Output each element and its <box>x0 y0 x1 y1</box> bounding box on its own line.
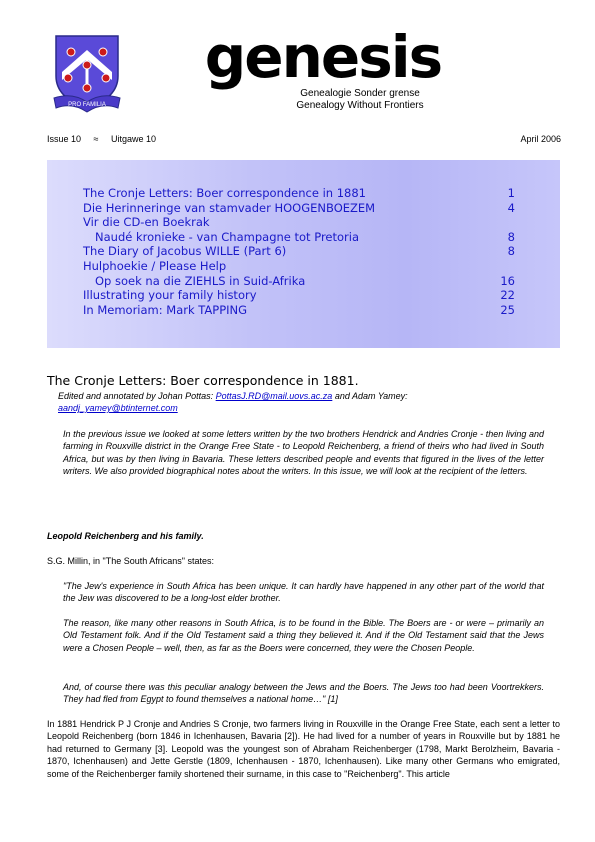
toc-entry-title: In Memoriam: Mark TAPPING <box>83 302 248 317</box>
tagline-english: Genealogy Without Frontiers <box>296 100 424 111</box>
toc-entry[interactable] <box>83 186 515 201</box>
issue-separator: ≈ <box>93 134 99 144</box>
genealogy-crest-logo <box>52 32 122 116</box>
quote-paragraph-1: "The Jew's experience in South Africa has been unique. It can hardly have happened in any other part of the world that the Jew was discovered to be a long-lost elder brother. <box>63 581 544 604</box>
toc-entry-title: Vir die CD-en Boekrak <box>83 215 210 230</box>
uitgawe-number: Uitgawe 10 <box>111 134 157 144</box>
millin-intro: S.G. Millin, in "The South Africans" states: <box>47 556 214 566</box>
toc-entry[interactable] <box>83 244 515 259</box>
byline-mid: and Adam Yamey: <box>332 391 408 401</box>
article-byline <box>58 390 548 414</box>
issue-date: April 2006 <box>520 134 561 144</box>
byline-prefix: Edited and annotated by Johan Pottas: <box>58 391 216 401</box>
toc-entry[interactable] <box>83 288 515 303</box>
toc-entry-title: Hulphoekie / Please Help <box>83 258 227 273</box>
quote-paragraph-2: The reason, like many other reasons in South Africa, is to be found in the Bible. The Boers are - or were – primarily an Old Testament folk. And if the Old Testament said a thing they believed it. And if the Old Testament said that the Jews were a Chosen People – well, then, as far as the Boers were concerned, they were the Chosen People. <box>63 618 544 653</box>
toc-entry-title: Die Herinneringe van stamvader HOOGENBOEZEM <box>83 200 376 215</box>
toc-entry-page: 1 <box>507 186 515 200</box>
article-title: The Cronje Letters: Boer correspondence in 1881. <box>47 373 359 388</box>
toc-entry-page: 25 <box>500 302 515 317</box>
crest-motto: PRO FAMILIA <box>68 102 106 108</box>
toc-list <box>83 186 515 317</box>
tagline <box>230 88 490 112</box>
toc-entry-title: Op soek na die ZIEHLS in Suid-Afrika <box>95 273 306 288</box>
toc-entry-title: Illustrating your family history <box>83 288 257 303</box>
toc-entry-page: 22 <box>500 288 515 303</box>
toc-entry-page: 8 <box>507 229 515 244</box>
toc-entry[interactable] <box>83 303 515 318</box>
toc-entry[interactable] <box>83 201 515 216</box>
article-intro: In the previous issue we looked at some letters written by the two brothers Hendrick and Andries Cronje - then living and farming in Rouxville district in the Orange Free State - to Leopold Reichenberg, a friend of theirs who had lived in South Africa, but was by then living in Bavaria. These letters described people and events that figured in the lives of the letter writers. We also provided biographical notes about the writers. In this issue, we will look at the recipient of the letters. <box>63 429 544 477</box>
email-link-yamey[interactable]: aandj_yamey@btinternet.com <box>58 403 178 413</box>
toc-entry-page: 8 <box>507 244 515 259</box>
masthead-title: genesis <box>204 23 442 91</box>
toc-entry-title: The Cronje Letters: Boer correspondence in 1881 <box>83 186 366 200</box>
toc-entry-page: 16 <box>500 273 515 288</box>
toc-entry-title: The Diary of Jacobus WILLE (Part 6) <box>83 244 287 259</box>
toc-entry-page: 4 <box>507 200 515 215</box>
issue-number: Issue 10 <box>47 134 82 144</box>
toc-entry-title: Naudé kronieke - van Champagne tot Pretoria <box>95 229 360 244</box>
masthead <box>198 22 448 92</box>
tagline-afrikaans: Genealogie Sonder grense <box>300 88 420 99</box>
section-heading: Leopold Reichenberg and his family. <box>47 531 204 541</box>
toc-entry[interactable] <box>83 274 515 289</box>
quote-paragraph-3: And, of course there was this peculiar analogy between the Jews and the Boers. The Jews too had been Voortrekkers. They had fled from Egypt to found themselves a national home…" [1] <box>63 682 544 705</box>
email-link-pottas[interactable]: PottasJ.RD@mail.uovs.ac.za <box>215 391 333 401</box>
toc-entry[interactable] <box>83 259 515 274</box>
toc-entry[interactable] <box>83 230 515 245</box>
table-of-contents <box>47 160 560 348</box>
article-body: In 1881 Hendrick P J Cronje and Andries S Cronje, two farmers living in Rouxville in the Orange Free State, each sent a letter to Leopold Reichenberg (born 1846 in Ichenhausen, Bavaria [2]). He had lived for a number of years in Rouxville but by 1881 he had returned to Germany [3]. Leopold was the youngest son of Abraham Reichenberger (1798, Markt Berolzheim, Bavaria - 1870, Ichenhausen) and Jette Gerstle (1809, Ichenhausen - 1870, Ichenhausen). Like many other Germans who emigrated, some of the Reichenberger family shortened their surname, in this case to "Reichenberg". This article <box>47 719 560 779</box>
toc-entry[interactable] <box>83 215 515 230</box>
